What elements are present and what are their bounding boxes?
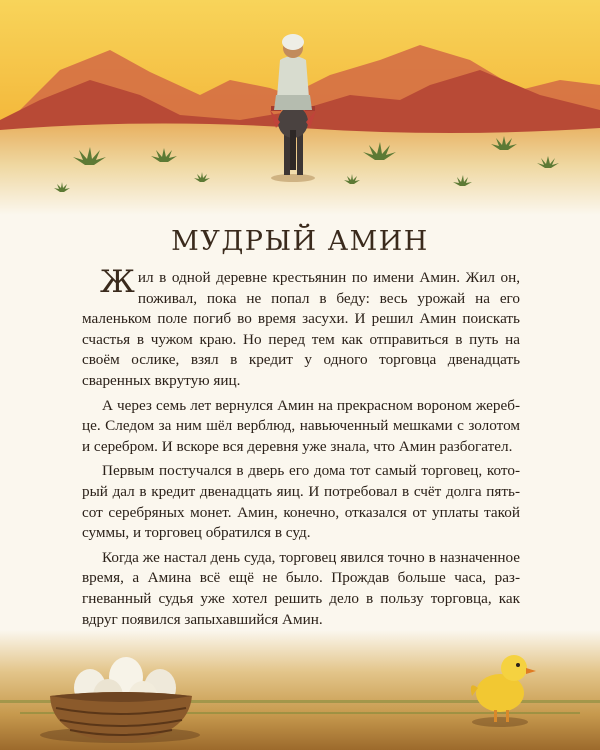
- paragraph-2: А через семь лет вернулся Амин на прекрасном вороном жеребце. Следом за ним шёл верблюд, навьюченный мешками с золотом и серебром. И вскоре вся деревня уже знала, что Амин разбогател.: [82, 396, 520, 455]
- paragraph-1: [82, 264, 520, 392]
- paragraph-4: Когда же настал день суда, торговец явился точно в назначенное время, а Амина всё ещё не было. Прождав больше часа, разгневанный судья уже хотел решить дело в пользу торговца, как вдруг появился запыхавшийся Амин.: [82, 548, 520, 628]
- paragraph-1-text: ил в одной деревне крестьянин по имени Амин. Жил он, поживал, пока не попал в беду: весь урожай на его маленьком поле погиб во время засухи. И решил Амин поискать счастья в чужом краю. Но перед тем как отправиться в путь на своём ослике, взял в кредит у одного торговца двенадцать сваренных вкрутую яиц.: [82, 269, 520, 389]
- paragraph-3: Первым постучался в дверь его дома тот самый торговец, который дал в кредит двенадцать яиц. И потребовал в счёт долга пятьсот серебряных монет. Амин, конечно, отказался от уплаты такой суммы, и торговец обратился в суд.: [82, 462, 520, 542]
- story-title: МУДРЫЙ АМИН: [171, 226, 429, 257]
- drop-cap: Ж: [100, 264, 135, 300]
- desert-rider-illustration: [0, 0, 600, 215]
- bottom-illustration: [0, 630, 600, 750]
